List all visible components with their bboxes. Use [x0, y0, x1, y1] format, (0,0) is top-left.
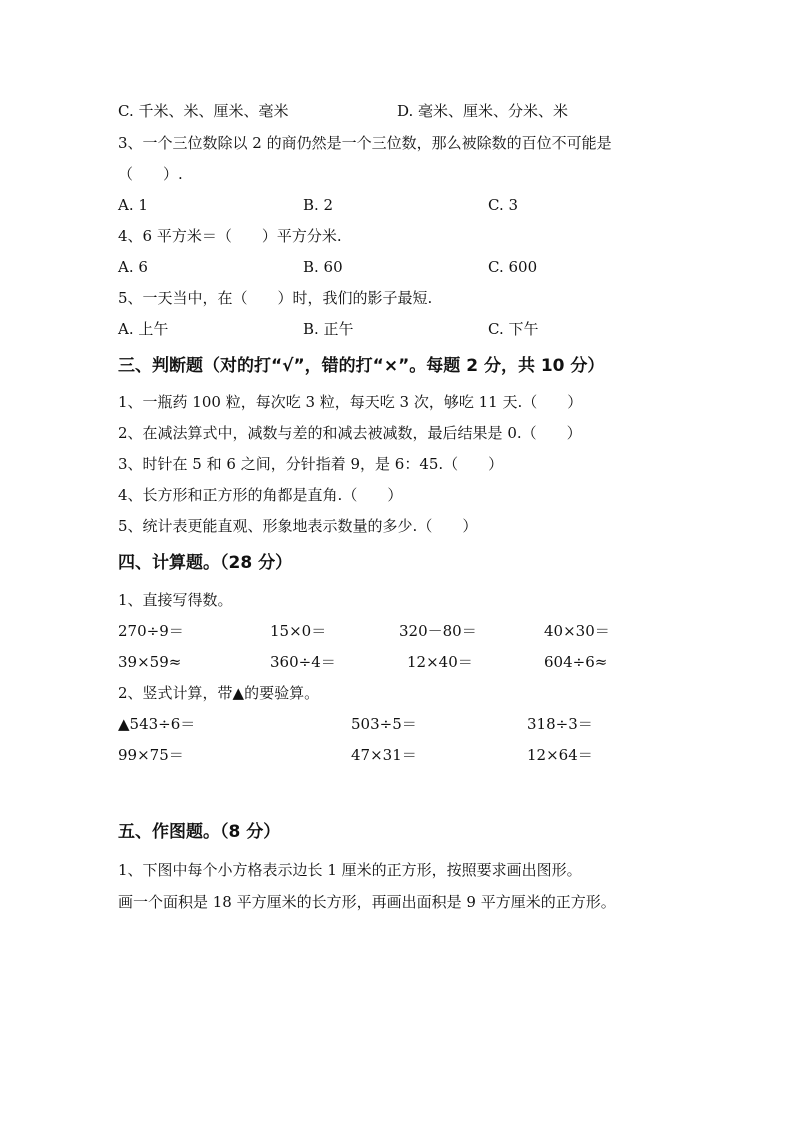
- calc-1-3: 320－80＝: [399, 622, 477, 640]
- judge-item-1: 1、一瓶药 100 粒，每次吃 3 粒，每天吃 3 次，够吃 11 天.（ ）: [118, 393, 583, 411]
- calc-2-1: 39×59≈: [118, 653, 182, 671]
- q3-blank: （ ）.: [118, 165, 183, 183]
- section5-title: 五、作图题。（8 分）: [118, 822, 281, 842]
- vertical-calc-1-3: 318÷3＝: [527, 715, 593, 733]
- vertical-calc-2-1: 99×75＝: [118, 746, 184, 764]
- section3-title: 三、判断题（对的打“√”，错的打“×”。每题 2 分，共 10 分）: [118, 356, 605, 376]
- q4-option-c: C. 600: [488, 258, 538, 276]
- judge-item-2: 2、在减法算式中，减数与差的和减去被减数，最后结果是 0.（ ）: [118, 424, 582, 442]
- q3-option-c: C. 3: [488, 196, 519, 214]
- section4-title: 四、计算题。（28 分）: [118, 553, 293, 573]
- judge-item-3: 3、时针在 5 和 6 之间，分针指着 9，是 6：45.（ ）: [118, 455, 504, 473]
- q4-text: 4、6 平方米＝（ ）平方分米.: [118, 227, 342, 245]
- calc-1-4: 40×30＝: [544, 622, 610, 640]
- calc-1-1: 270÷9＝: [118, 622, 184, 640]
- calc-sub1: 1、直接写得数。: [118, 591, 233, 609]
- calc-1-2: 15×0＝: [270, 622, 327, 640]
- judge-item-5: 5、统计表更能直观、形象地表示数量的多少.（ ）: [118, 517, 478, 535]
- q5-option-a: A. 上午: [118, 320, 169, 338]
- q3-text: 3、一个三位数除以 2 的商仍然是一个三位数，那么被除数的百位不可能是: [118, 134, 612, 152]
- q2-option-d: D. 毫米、厘米、分米、米: [397, 102, 569, 120]
- q2-option-c: C. 千米、米、厘米、毫米: [118, 102, 289, 120]
- q5-option-c: C. 下午: [488, 320, 539, 338]
- q3-option-b: B. 2: [303, 196, 334, 214]
- q5-option-b: B. 正午: [303, 320, 354, 338]
- calc-2-3: 12×40＝: [407, 653, 473, 671]
- vertical-calc-1-2: 503÷5＝: [351, 715, 417, 733]
- calc-2-4: 604÷6≈: [544, 653, 608, 671]
- draw-instruction-2: 画一个面积是 18 平方厘米的长方形，再画出面积是 9 平方厘米的正方形。: [118, 893, 616, 911]
- q4-option-a: A. 6: [118, 258, 148, 276]
- calc-sub2: 2、竖式计算，带▲的要验算。: [118, 684, 320, 702]
- q4-option-b: B. 60: [303, 258, 343, 276]
- q3-option-a: A. 1: [118, 196, 148, 214]
- vertical-calc-1-1: ▲543÷6＝: [118, 715, 196, 733]
- draw-instruction-1: 1、下图中每个小方格表示边长 1 厘米的正方形，按照要求画出图形。: [118, 861, 582, 879]
- calc-2-2: 360÷4＝: [270, 653, 336, 671]
- judge-item-4: 4、长方形和正方形的角都是直角.（ ）: [118, 486, 403, 504]
- vertical-calc-2-2: 47×31＝: [351, 746, 417, 764]
- q5-text: 5、一天当中，在（ ）时，我们的影子最短.: [118, 289, 433, 307]
- vertical-calc-2-3: 12×64＝: [527, 746, 593, 764]
